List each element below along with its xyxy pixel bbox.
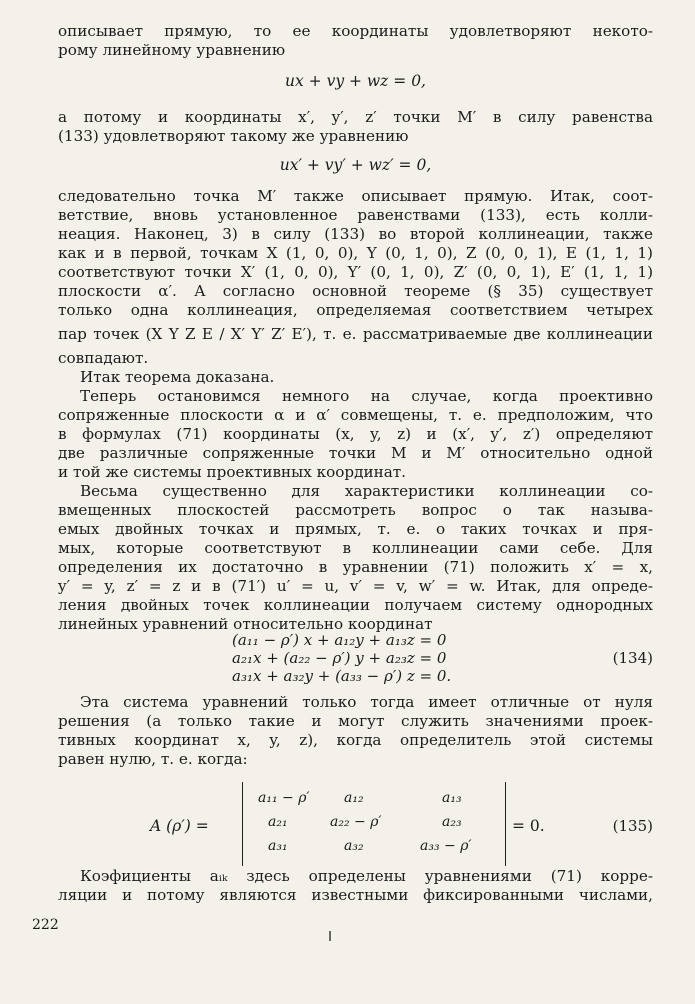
equation-number: (134): [612, 649, 653, 667]
text-line: решения (а только такие и могут служить значениями проек-: [58, 712, 653, 730]
matrix-cell: a₃₂: [344, 838, 364, 854]
matrix-cell: a₁₁ − ρ′: [258, 790, 310, 806]
matrix-cell: a₂₁: [268, 814, 288, 830]
text-line: две различные сопряженные точки M и M′ относительно одной: [58, 444, 653, 462]
text-line: тивных координат x, y, z), когда определитель этой системы: [58, 731, 653, 749]
text-line: плоскости α′. А согласно основной теореме (§ 35) существует: [58, 282, 653, 300]
page-number: 222: [32, 917, 59, 933]
text-line: пар точек (X Y Z E / X′ Y′ Z′ E′), т. е. рассматриваемые две коллинеации: [58, 325, 653, 343]
text-line: а потому и координаты x′, y′, z′ точки M′ в силу равенства: [58, 108, 653, 126]
equation: ux′ + vy′ + wz′ = 0,: [279, 156, 432, 174]
text-line: Эта система уравнений только тогда имеет отличные от нуля: [80, 693, 653, 711]
text-line: сопряженные плоскости α и α′ совмещены, т. е. предположим, что: [58, 406, 653, 424]
text-line: описывает прямую, то ее координаты удовлетворяют некото-: [58, 22, 653, 40]
text-line: ляции и потому являются известными фиксированными числами,: [58, 886, 653, 904]
text-line: Коэфициенты aᵢₖ здесь определены уравнениями (71) корре-: [80, 867, 653, 885]
matrix-cell: a₃₁: [268, 838, 288, 854]
text-line: Весьма существенно для характеристики коллинеации со-: [80, 482, 653, 500]
equation: ux + vy + wz = 0,: [285, 72, 426, 90]
text-line: Итак теорема доказана.: [80, 368, 275, 386]
text-line: ления двойных точек коллинеации получаем систему однородных: [58, 596, 653, 614]
text-line: только одна коллинеация, определяемая соответствием четырех: [58, 301, 653, 319]
matrix-cell: a₃₃ − ρ′: [420, 838, 472, 854]
matrix-cell: a₁₃: [442, 790, 462, 806]
text-line: Теперь остановимся немного на случае, когда проективно: [80, 387, 653, 405]
matrix-cell: a₂₃: [442, 814, 462, 830]
text-line: определения их достаточно в уравнении (71) положить x′ = x,: [58, 558, 653, 576]
text-line: неация. Наконец, 3) в силу (133) во второй коллинеации, также: [58, 225, 653, 243]
text-line: ветствие, вновь установленное равенствами (133), есть колли-: [58, 206, 653, 224]
text-line: совпадают.: [58, 349, 149, 367]
system-row: a₃₁x + a₃₂y + (a₃₃ − ρ′) z = 0.: [232, 667, 452, 685]
text-line: емых двойных точках и прямых, т. е. о таких точках и пря-: [58, 520, 653, 538]
text-line: и той же системы проективных координат.: [58, 463, 407, 481]
text-line: (133) удовлетворяют такому же уравнению: [58, 127, 409, 145]
text-line: рому линейному уравнению: [58, 41, 286, 59]
determinant-label: A (ρ′) =: [150, 817, 209, 835]
equation-number: (135): [612, 817, 653, 835]
determinant: [150, 782, 590, 872]
determinant-right-bar: [505, 782, 506, 866]
text-line: мых, которые соответствуют в коллинеации сами себе. Для: [58, 539, 653, 557]
print-mark: [329, 931, 331, 941]
text-line: следовательно точка M′ также описывает прямую. Итак, соот-: [58, 187, 653, 205]
matrix-cell: a₂₂ − ρ′: [330, 814, 382, 830]
text-line: как и в первой, точкам X (1, 0, 0), Y (0, 1, 0), Z (0, 0, 1), E (1, 1, 1): [58, 244, 653, 262]
determinant-left-bar: [242, 782, 243, 866]
text-line: соответствуют точки X′ (1, 0, 0), Y′ (0, 1, 0), Z′ (0, 0, 1), E′ (1, 1, 1): [58, 263, 653, 281]
determinant-equals: = 0.: [512, 817, 545, 835]
system-row: a₂₁x + (a₂₂ − ρ′) y + a₂₃z = 0: [232, 649, 447, 667]
text-line: линейных уравнений относительно координат: [58, 615, 433, 633]
text-line: равен нулю, т. е. когда:: [58, 750, 248, 768]
text-line: y′ = y, z′ = z и в (71′) u′ = u, v′ = v, w′ = w. Итак, для опреде-: [58, 577, 653, 595]
text-line: в формулах (71) координаты (x, y, z) и (x′, y′, z′) определяют: [58, 425, 653, 443]
text-line: вмещенных плоскостей рассмотреть вопрос о так называ-: [58, 501, 653, 519]
matrix-cell: a₁₂: [344, 790, 364, 806]
system-row: (a₁₁ − ρ′) x + a₁₂y + a₁₃z = 0: [232, 631, 447, 649]
